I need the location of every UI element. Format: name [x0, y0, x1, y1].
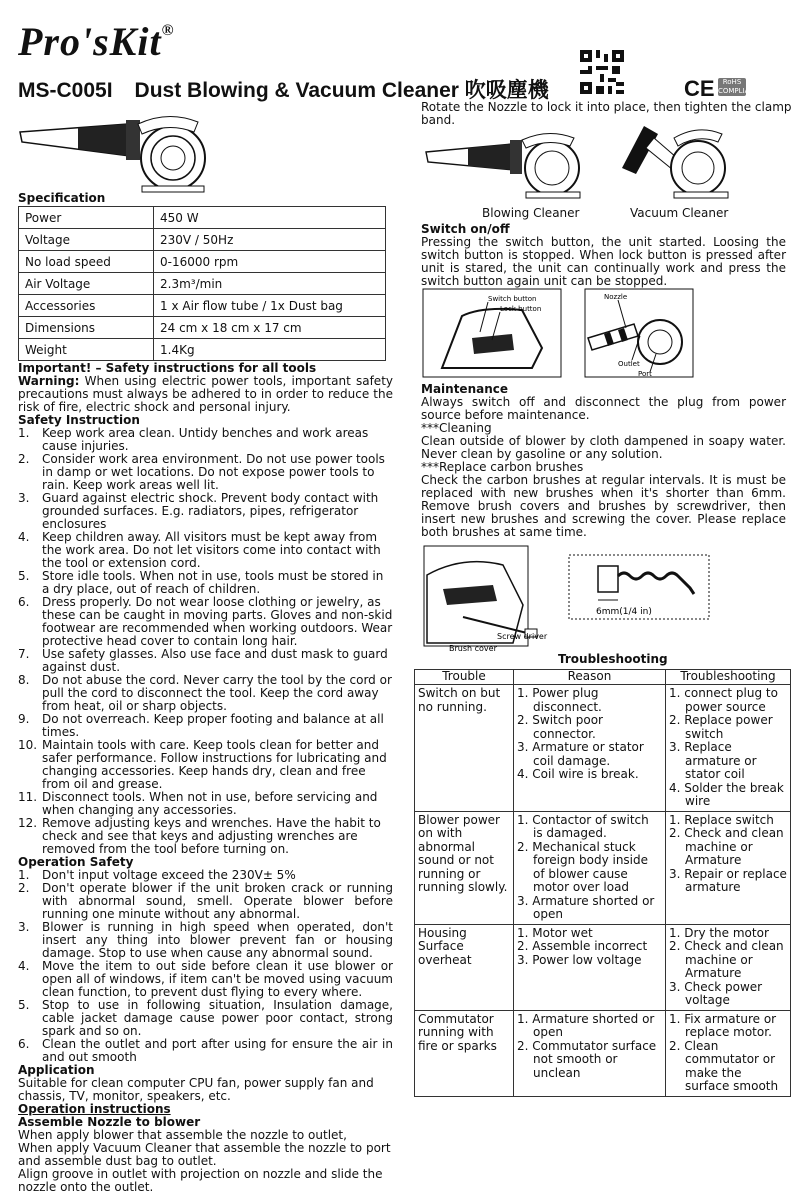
- list-item: 9. Do not overreach. Keep proper footing and balance at all times.: [18, 712, 384, 739]
- list-item: 7. Use safety glasses. Also use face and dust mask to guard against dust.: [18, 647, 388, 674]
- reason-cell: [514, 811, 666, 924]
- brush-heading: ***Replace carbon brushes: [421, 460, 584, 474]
- list-item: 6. Clean the outlet and port after using for ensure the air in and out smooth: [18, 1037, 393, 1064]
- spec-row: [19, 273, 386, 295]
- list-item: 4. Keep children away. All visitors must be kept away from the work area. Do not let visitors come into contact with the tool or extension cord.: [18, 530, 381, 570]
- safety-subheading: Safety Instruction: [18, 413, 140, 427]
- cleaning-heading: ***Cleaning: [421, 421, 492, 435]
- reason-item: 2. Switch poor connector.: [517, 713, 603, 741]
- switch-figure: [422, 288, 562, 378]
- reason-cell: [514, 924, 666, 1010]
- warning-text: Warning: When using electric power tools, important safety precautions must always be adhered to in order to reduce the risk of fire, electric shock and personal injury.: [18, 374, 393, 414]
- spec-value: 1.4Kg: [154, 339, 386, 361]
- reason-item: 2. Commutator surface not smooth or unclean: [517, 1038, 657, 1080]
- spec-table: [18, 206, 386, 361]
- list-item: 12. Remove adjusting keys and wrenches. Have the habit to check and see that keys and adjusting wrenches are removed from the tool before turning on.: [18, 816, 381, 856]
- rotate-text: Rotate the Nozzle to lock it into place, then tighten the clamp band.: [421, 100, 792, 127]
- reason-cell: [514, 685, 666, 812]
- ce-mark: CE: [684, 76, 715, 101]
- spec-row: [19, 207, 386, 229]
- list-item: 4. Move the item to out side before clean it use blower or open all of windows, if item can't be moved using vacuum clean function, to prevent dust flying to every where.: [18, 959, 393, 999]
- col-header: Trouble: [415, 670, 514, 685]
- application-text: Suitable for clean computer CPU fan, power supply fan and chassis, TV, monitor, speakers, etc.: [18, 1076, 374, 1103]
- brand-logo: Pro'sKit®: [18, 19, 175, 64]
- spec-key: No load speed: [19, 251, 154, 273]
- trouble-cell: Switch on but no running.: [415, 685, 514, 812]
- reason-item: 3. Power low voltage: [517, 952, 642, 967]
- list-item: 2. Don't operate blower if the unit broken crack or running with abnormal sound, smell. Operate blower before running one minute without any abnormal.: [18, 881, 393, 921]
- instruction-line: When apply Vacuum Cleaner that assemble the nozzle to port and assemble dust bag to outlet.: [18, 1141, 391, 1168]
- fix-item: 2. Check and clean machine or Armature: [669, 826, 784, 867]
- reason-item: 2. Mechanical stuck foreign body inside of blower cause motor over load: [517, 839, 649, 894]
- spec-key: Voltage: [19, 229, 154, 251]
- brush-text: Check the carbon brushes at regular intervals. It is must be replaced with new brushes when it's shorter than 6mm. Remove brush covers and brushes by screwdriver, then insert new brushes and screwing the cover. Please replace both brushes at same time.: [421, 473, 786, 539]
- instruction-line: Align groove in outlet with projection on nozzle and slide the nozzle onto the outlet.: [18, 1167, 383, 1194]
- lock-button-label: Lock button: [500, 305, 542, 313]
- list-item: 2. Consider work area environment. Do not use power tools in damp or wet locations. Do not expose power tools to rain. Keep work areas well lit.: [18, 452, 385, 492]
- reason-item: 1. Motor wet: [517, 925, 593, 940]
- instructions-subheading: Assemble Nozzle to blower: [18, 1115, 201, 1129]
- list-item: 5. Store idle tools. When not in use, tools must be stored in a dry place, out of reach of children.: [18, 569, 384, 596]
- fix-cell: [666, 685, 791, 812]
- switch-button-label: Switch button: [488, 295, 537, 303]
- fix-item: 2. Check and clean machine or Armature: [669, 939, 784, 980]
- spec-value: 1 x Air flow tube / 1x Dust bag: [154, 295, 386, 317]
- spec-row: [19, 317, 386, 339]
- fix-item: 2. Clean commutator or make the surface smooth: [669, 1038, 779, 1093]
- fix-cell: [666, 924, 791, 1010]
- table-row: [415, 924, 791, 1010]
- screw-driver-label: Screw driver: [497, 632, 548, 641]
- reason-item: 1. Contactor of switch is damaged.: [517, 812, 649, 840]
- brush-cover-figure: [423, 545, 563, 653]
- list-item: 3. Guard against electric shock. Prevent body contact with grounded surfaces. E.g. radiators, pipes, refrigerator enclosures: [18, 491, 379, 531]
- switch-text: Pressing the switch button, the unit started. Loosing the switch button is stopped. When lock button is pressed after unit is stared, the unit can continually work and press the switch button again unit can be stopped.: [421, 235, 786, 288]
- list-item: 1. Keep work area clean. Untidy benches and work areas cause injuries.: [18, 426, 369, 453]
- model-number: MS-C005I: [18, 79, 113, 102]
- list-item: 10. Maintain tools with care. Keep tools clean for better and safer performance. Follow instructions for lubricating and changing accessories. Keep hands dry, clean and free from oil and grease.: [18, 738, 387, 791]
- fix-cell: [666, 811, 791, 924]
- fix-item: 1. Fix armature or replace motor.: [669, 1011, 777, 1039]
- rohs-badge: RoHS COMPLIANT: [718, 78, 759, 95]
- col-header: Troubleshooting: [666, 670, 791, 685]
- instruction-line: When apply blower that assemble the nozzle to outlet,: [18, 1128, 347, 1142]
- instructions-heading: Operation instructions: [18, 1102, 171, 1116]
- fix-item: 1. Replace switch: [669, 812, 774, 827]
- reason-item: 1. Power plug disconnect.: [517, 686, 602, 714]
- qr-code-icon: [580, 50, 624, 94]
- blower-illustration: [18, 112, 208, 194]
- left-column: [18, 362, 393, 1194]
- spec-row: [19, 229, 386, 251]
- safety-heading: Important! – Safety instructions for all tools: [18, 361, 317, 375]
- list-item: 11. Disconnect tools. When not in use, before servicing and when changing any accessories.: [18, 790, 378, 817]
- nozzle-figure: [584, 288, 694, 378]
- trouble-cell: Housing Surface overheat: [415, 924, 514, 1010]
- spec-value: 230V / 50Hz: [154, 229, 386, 251]
- switch-heading: Switch on/off: [421, 222, 510, 236]
- list-item: 3. Blower is running in high speed when operated, don't insert any thing into blower prevent fan or housing damage. Stop to use when cause any abnormal sound.: [18, 920, 393, 960]
- spec-key: Accessories: [19, 295, 154, 317]
- brush-length-label: 6mm(1/4 in): [596, 607, 652, 617]
- operation-list: [18, 869, 393, 1064]
- cleaning-text: Clean outside of blower by cloth dampened in soapy water. Never clean by gasoline or any solution.: [421, 434, 786, 461]
- reason-item: 2. Assemble incorrect: [517, 939, 648, 953]
- spec-key: Dimensions: [19, 317, 154, 339]
- fix-item: 2. Replace power switch: [669, 713, 773, 741]
- list-item: 1. Don't input voltage exceed the 230V± 5%: [18, 868, 296, 882]
- switch-section: [421, 223, 786, 288]
- col-header: Reason: [514, 670, 666, 685]
- nozzle-label: Nozzle: [604, 293, 628, 301]
- application-heading: Application: [18, 1063, 95, 1077]
- table-row: [415, 1010, 791, 1096]
- spec-value: 0-16000 rpm: [154, 251, 386, 273]
- fix-item: 1. connect plug to power source: [669, 686, 778, 714]
- product-name: Dust Blowing & Vacuum Cleaner 吹吸塵機: [134, 79, 549, 102]
- blowing-cleaner-illustration: [424, 122, 584, 200]
- spec-value: 450 W: [154, 207, 386, 229]
- brush-cover-label: Brush cover: [449, 644, 497, 653]
- spec-value: 24 cm x 18 cm x 17 cm: [154, 317, 386, 339]
- spec-key: Power: [19, 207, 154, 229]
- reason-item: 3. Armature or stator coil damage.: [517, 740, 644, 768]
- table-row: [415, 811, 791, 924]
- spec-key: Air Voltage: [19, 273, 154, 295]
- trouble-cell: Commutator running with fire or sparks: [415, 1010, 514, 1096]
- reason-cell: [514, 1010, 666, 1096]
- carbon-brush-figure: [568, 554, 718, 624]
- blowing-caption: Blowing Cleaner: [482, 206, 580, 220]
- table-row: [415, 685, 791, 812]
- list-item: 5. Stop to use in following situation, Insulation damage, cable jacket damage cause power poor contact, strong spark and so on.: [18, 998, 393, 1038]
- spec-value: 2.3m³/min: [154, 273, 386, 295]
- vacuum-caption: Vacuum Cleaner: [630, 206, 729, 220]
- reason-item: 4. Coil wire is break.: [517, 767, 639, 781]
- spec-key: Weight: [19, 339, 154, 361]
- list-item: 6. Dress properly. Do not wear loose clothing or jewelry, as these can be caught in moving parts. Gloves and non-skid footwear are recommended when working outdoors. Wear protective head cover to contain long hair.: [18, 595, 393, 648]
- maintenance-heading: Maintenance: [421, 382, 509, 396]
- maintenance-section: [421, 383, 786, 539]
- port-label: Port: [638, 370, 652, 378]
- spec-row: [19, 339, 386, 361]
- spec-heading: Specification: [18, 191, 106, 205]
- troubleshooting-table: [414, 669, 791, 1097]
- maintenance-text: Always switch off and disconnect the plug from power source before maintenance.: [421, 395, 786, 422]
- safety-list: [18, 427, 393, 856]
- fix-item: 1. Dry the motor: [669, 925, 769, 940]
- fix-cell: [666, 1010, 791, 1096]
- spec-row: [19, 251, 386, 273]
- operation-heading: Operation Safety: [18, 855, 134, 869]
- outlet-label: Outlet: [618, 360, 640, 368]
- reason-item: 1. Armature shorted or open: [517, 1011, 655, 1039]
- trouble-cell: Blower power on with abnormal sound or not running or running slowly.: [415, 811, 514, 924]
- vacuum-cleaner-illustration: [614, 108, 774, 204]
- fix-item: 3. Replace armature or stator coil: [669, 740, 757, 781]
- troubleshooting-heading: Troubleshooting: [558, 652, 668, 666]
- fix-item: 4. Solder the break wire: [669, 780, 784, 808]
- reason-item: 3. Armature shorted or open: [517, 893, 655, 921]
- fix-item: 3. Check power voltage: [669, 979, 763, 1007]
- spec-row: [19, 295, 386, 317]
- list-item: 8. Do not abuse the cord. Never carry the tool by the cord or pull the cord to disconnect the tool. Keep the cord away from heat, oil or sharp objects.: [18, 673, 392, 713]
- fix-item: 3. Repair or replace armature: [669, 866, 787, 894]
